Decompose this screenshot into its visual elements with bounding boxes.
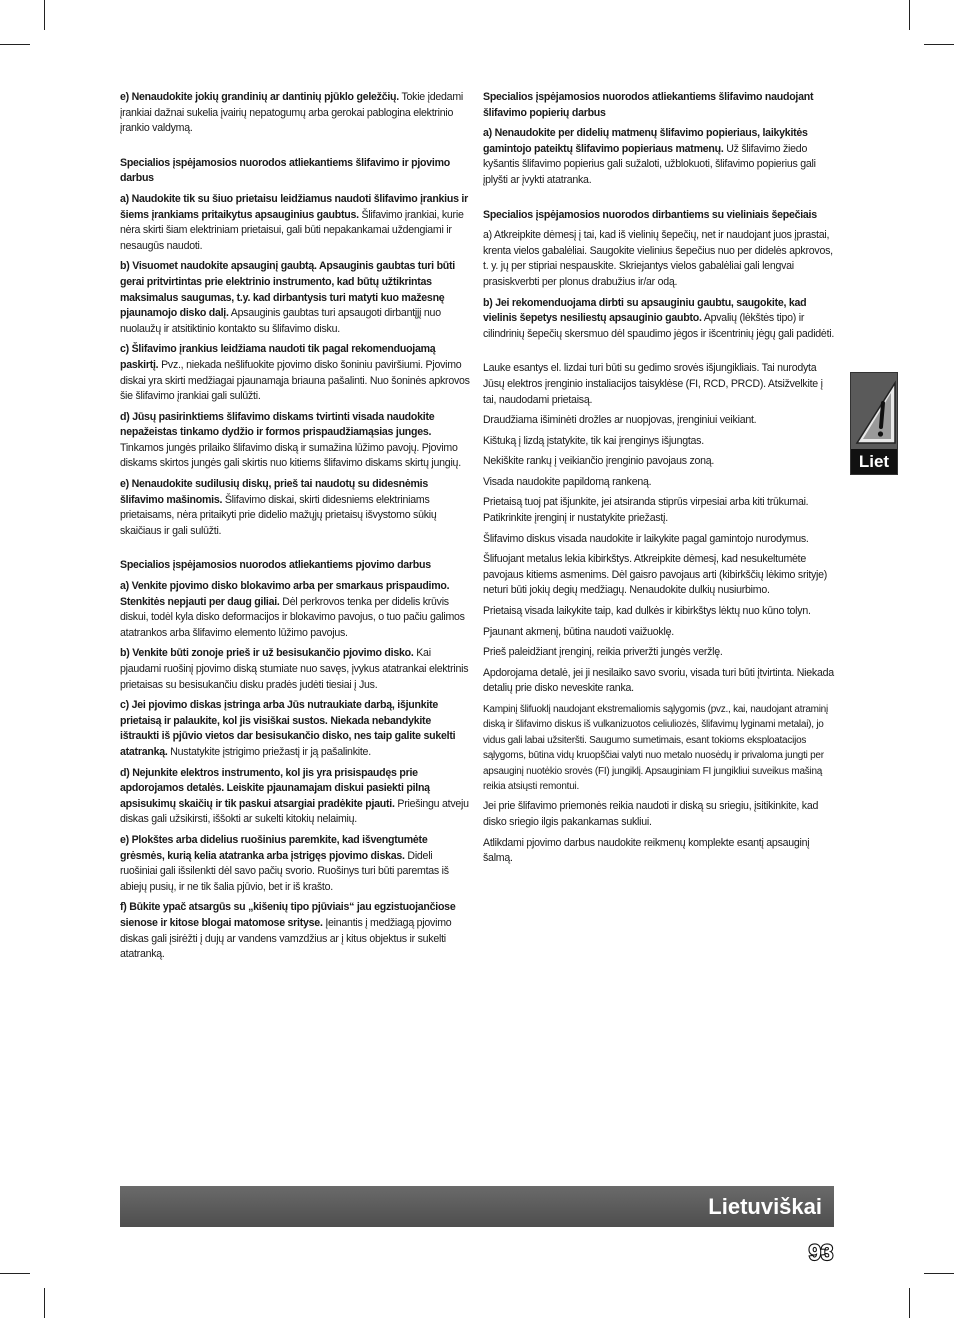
paragraph-bold: a) Venkite pjovimo disko blokavimo arba per smarkaus prispaudimo. Stenkitės nepjauti per daug giliai. bbox=[120, 580, 450, 608]
paragraph: Prieš paleidžiant įrenginį, reikia priveržti jungės veržlę. bbox=[483, 646, 723, 659]
paragraph-text: Šlifavimo įrankiai, kurie nėra skirti šiam elektriniam prietaisui, gali būti nepakankamai uždengiami ir nesaugūs naudoti. bbox=[120, 208, 464, 252]
paragraph-bold: d) Nejunkite elektros instrumento, kol jis yra prisispaudęs prie apdorojamos detalės. Leiskite pjaunamajam diskui pasiekti pilną apsisukimų skaičių ir tik paskui atsargiai pradėkite pjauti. bbox=[120, 766, 430, 810]
paragraph-bold: a) Naudokite tik su šiuo prietaisu leidžiamus naudoti šlifavimo įrankius ir šiems įrankiams pritaikytus apsauginius gaubtus. bbox=[120, 192, 468, 221]
paragraph bbox=[120, 579, 470, 641]
crop-mark bbox=[909, 0, 910, 30]
paragraph-bold: c) Šlifavimo įrankius leidžiama naudoti tik pagal rekomenduojamą paskirtį. bbox=[120, 343, 436, 371]
paragraph-text: Įeinantis į medžiagą pjovimo diskas gali įsirėžti į dujų ar vandens vamzdžius ar į kitus objektus ir sukelti atatranką. bbox=[120, 916, 452, 961]
paragraph-text: Priešingu atveju diskas gali užsikirsti, iššokti ar sukelti kitokių nelaimių. bbox=[120, 797, 469, 826]
paragraph bbox=[120, 90, 470, 137]
paragraph: Atlikdami pjovimo darbus naudokite reikmenų komplekte esantį apsauginį šalmą. bbox=[483, 836, 810, 865]
spacer bbox=[120, 544, 470, 558]
paragraph: Prietaisą visada laikykite taip, kad dulkės ir kibirkštys lėktų nuo kūno tolyn. bbox=[483, 605, 811, 618]
paragraph bbox=[483, 296, 835, 343]
paragraph-bold: a) Nenaudokite per didelių matmenų šlifavimo popieriaus, laikykitės gamintojo pateiktų šlifavimo popieriaus matmenų. bbox=[483, 127, 808, 155]
paragraph bbox=[120, 766, 470, 828]
paragraph: Šlifuojant metalus lekia kibirkštys. Atkreipkite dėmesį, kad nesukeltumėte pavojaus kitiems asmenims. Dėl gaisro pavojaus arti (kibirkščių lėkimo srityje) neturi būti jokių degių medžiagų. Nenaudokite dulkių nusiurbimo. bbox=[483, 553, 828, 597]
paragraph: Draudžiama išiminėti drožles ar nuopjovas, įrenginiui veikiant. bbox=[483, 414, 757, 427]
paragraph-text: Tokie įdedami įrankiai dažnai sukelia įvairių nepatogumų arba gerokai pablogina elektrinio įrankio valdymą. bbox=[120, 91, 463, 135]
section-heading: Specialios įspėjamosios nuorodos atliekantiems pjovimo darbus bbox=[120, 559, 431, 572]
paragraph bbox=[120, 259, 470, 337]
paragraph-text: Dideli ruošiniai gali išsilenkti dėl savo pačių svorio. Ruošinys turi būti paremtas iš abiejų pusių, ir ne tik šalia pjūvio, bet ir iš krašto. bbox=[120, 849, 449, 893]
paragraph: Visada naudokite papildomą rankeną. bbox=[483, 475, 652, 488]
paragraph-bold: d) Jūsų pasirinktiems šlifavimo diskams tvirtinti visada naudokite nepažeistas tinkamo dydžio ir formos prispaudžiamąsias junges. bbox=[120, 410, 435, 439]
page-number bbox=[805, 1238, 837, 1266]
crop-mark bbox=[0, 44, 30, 45]
paragraph: a) Atkreipkite dėmesį į tai, kad iš vielinių šepečių, net ir naudojant juos įprastai, krenta vielos gabalėliai. Saugokite vielinius šepečius nuo per didelės apkrovos, t. y. jų per stipriai nespauskite. Skriejantys vielos gabalėliai gali lengvai prasiskverbti per plonus drabužius ir/ar odą. bbox=[483, 229, 833, 288]
paragraph-text: Nustatykite įstrigimo priežastį ir ją pašalinkite. bbox=[167, 745, 371, 758]
paragraph: Nekiškite rankų į veikiančio įrenginio pavojaus zoną. bbox=[483, 455, 715, 468]
paragraph bbox=[120, 477, 470, 539]
paragraph-text: Tinkamos jungės prilaiko šlifavimo diską ir sumažina lūžimo pavojų. Pjovimo diskams skirtos jungės gali skirtis nuo kitiems šlifavimo diskams skirtų jungių. bbox=[120, 441, 461, 470]
paragraph: Pjaunant akmenį, būtina naudoti vaižuoklę. bbox=[483, 625, 674, 638]
warning-triangle-icon bbox=[851, 373, 897, 449]
paragraph: Šlifavimo diskus visada naudokite ir laikykite pagal gamintojo nurodymus. bbox=[483, 532, 809, 545]
paragraph-text: Dėl perkrovos tenka per didelis krūvis diskui, todėl kyla disko deformacijos ir blokavimo pavojus, o tuo pačiu galimos atatrankos arba šlifavimo elemento lūžimo pavojus. bbox=[120, 595, 465, 639]
paragraph-text: Kai pjaudami ruošinį pjovimo diską stumiate nuo savęs, įvykus atatrankai elektrinis prietaisas su besisukančiu disku pradės judėti tiesiai į Jus. bbox=[120, 647, 469, 691]
section-heading: Specialios įspėjamosios nuorodos atliekantiems šlifavimo ir pjovimo darbus bbox=[120, 156, 451, 185]
paragraph-bold: e) Plokštes arba didelius ruošinius paremkite, kad išvengtumėte grėsmės, kurią kelia atatranka arba įstrigęs pjovimo diskas. bbox=[120, 833, 428, 862]
spacer bbox=[120, 142, 470, 156]
page-number-text: 93 bbox=[808, 1240, 834, 1265]
section-heading: Specialios įspėjamosios nuorodos dirbantiems su vieliniais šepečiais bbox=[483, 208, 817, 221]
spacer bbox=[483, 347, 835, 361]
footer-language-bar bbox=[120, 1186, 834, 1227]
paragraph bbox=[120, 833, 470, 895]
paragraph: Lauke esantys el. lizdai turi būti su gedimo srovės išjungikliais. Tai nurodyta Jūsų elektros įrenginio instaliacijos taisyklėse (FI, RCD, PRCD). Atsižvelkite į tai, naudodami prietaisą. bbox=[483, 362, 823, 406]
paragraph bbox=[120, 192, 470, 254]
crop-mark bbox=[44, 0, 45, 30]
paragraph bbox=[120, 646, 470, 693]
paragraph bbox=[120, 900, 470, 962]
paragraph-text: Už šlifavimo žiedo kyšantis šlifavimo popierius gali sužaloti, užblokuoti, šlifavimo popierius gali įplyšti ar įvykti atatranka. bbox=[483, 142, 816, 186]
paragraph-bold: f) Būkite ypač atsargūs su „kišenių tipo pjūviais“ jau egzistuojančiose sienose ir kitose blogai matomose srityse. bbox=[120, 901, 456, 929]
left-column bbox=[120, 90, 470, 968]
paragraph-text: Apsauginis gaubtas turi apsaugoti dirbantįjį nuo nuolaužų ir atsitiktinio kontakto su šlifavimo disku. bbox=[120, 307, 441, 335]
paragraph bbox=[120, 698, 470, 760]
crop-mark bbox=[924, 44, 954, 45]
paragraph-bold: e) Nenaudokite jokių grandinių ar dantinių pjūklo geležčių. bbox=[120, 91, 399, 103]
paragraph-bold: b) Venkite būti zonoje prieš ir už besisukančio pjovimo disko. bbox=[120, 647, 414, 660]
right-column bbox=[483, 90, 835, 872]
paragraph bbox=[120, 410, 470, 472]
crop-mark bbox=[44, 1288, 45, 1318]
side-tab-label: Liet bbox=[851, 449, 897, 474]
paragraph-bold: e) Nenaudokite sudilusių diskų, prieš tai naudotų su didesnėmis šlifavimo mašinomis. bbox=[120, 478, 429, 506]
paragraph-text: Pvz., niekada nešlifuokite pjovimo disko šoniniu paviršiumi. Pjovimo diskai yra skirti medžiagai pjaunamąja briauna pašalinti. Nuo šoninės apkrovos šie šlifavimo įrankiai gali sulūžti. bbox=[120, 358, 470, 403]
paragraph-bold: c) Jei pjovimo diskas įstringa arba Jūs nutraukiate darbą, išjunkite prietaisą ir palaukite, kol jis visiškai sustos. Niekada nebandykite ištraukti iš pjūvio vietos dar besisukančio disko, nes taip galite sukelti atatranką. bbox=[120, 699, 456, 758]
spacer bbox=[483, 194, 835, 208]
paragraph: Apdorojama detalė, jei ji nesilaiko savo svoriu, visada turi būti įtvirtinta. Niekada detalių prie disko neveskite ranka. bbox=[483, 666, 834, 695]
paragraph: Jei prie šlifavimo priemonės reikia naudoti ir diską su sriegiu, įsitikinkite, kad disko sriegio ilgis pakankamas sukliui. bbox=[483, 800, 819, 829]
paragraph-text: Šlifavimo diskai, skirti didesniems elektriniams prietaisams, nėra pritaikyti prie didelio mažųjų prietaisų išvystomo sūkių skaičiaus ir gali sulūžti. bbox=[120, 493, 437, 537]
paragraph: Kištuką į lizdą įstatykite, tik kai įrenginys išjungtas. bbox=[483, 434, 704, 447]
paragraph bbox=[120, 342, 470, 404]
crop-mark bbox=[0, 1273, 30, 1274]
footer-language-label: Lietuviškai bbox=[708, 1194, 822, 1219]
paragraph-bold: b) Jei rekomenduojama dirbti su apsauginiu gaubtu, saugokite, kad vielinis šepetys nesiliestų apsauginio gaubto. bbox=[483, 296, 807, 325]
crop-mark bbox=[909, 1288, 910, 1318]
paragraph bbox=[483, 126, 835, 188]
paragraph: Kampinį šlifuoklį naudojant ekstremaliomis sąlygomis (pvz., kai, naudojant atraminį diską ir šlifavimo diskus iš vulkanizuotos celiuliozės, šlifavimų lyginami metalai), jo vidus gali labai užsiteršti. Saugumo sumetimais, esant tokioms eksploatacijos sąlygoms, būtina vidų kruopščiai valyti nuo metalo nuosėdų ir privaloma jungti per apsauginį nuotėkio srovės (FI) jungiklį. Apsauginiam FI jungikliui suveikus mašiną reikia atsiųsti remontui. bbox=[483, 704, 828, 793]
crop-mark bbox=[924, 1273, 954, 1274]
language-side-tab bbox=[850, 372, 898, 475]
paragraph: Prietaisą tuoj pat išjunkite, jei atsiranda stiprūs virpesiai arba kiti trūkumai. Patikrinkite įrenginį ir nustatykite priežastį. bbox=[483, 496, 809, 525]
paragraph-bold: b) Visuomet naudokite apsauginį gaubtą. Apsauginis gaubtas turi būti gerai pritvirtintas prie elektrinio instrumento, kad būtų užtikrintas maksimalus saugumas, t.y. kad dirbantysis turi matyti kuo mažesnę pjaunamojo disko dalį. bbox=[120, 260, 455, 320]
paragraph-text: Apvalių (lėkštės tipo) ir cilindrinių šepečių skersmuo dėl spaudimo jėgos ir išcentrinių jėgų gali padidėti. bbox=[483, 312, 835, 340]
section-heading: Specialios įspėjamosios nuorodos atliekantiems šlifavimo naudojant šlifavimo popierių darbus bbox=[483, 91, 814, 119]
